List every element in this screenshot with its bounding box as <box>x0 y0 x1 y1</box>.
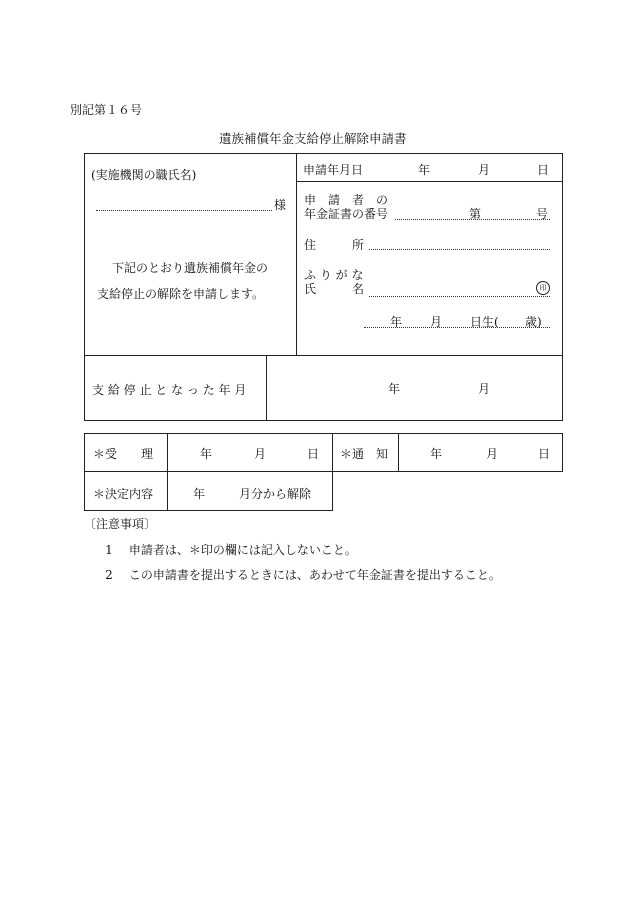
receipt-month: 月 <box>254 447 267 461</box>
note-number: 1 <box>105 543 113 557</box>
seal-mark: 印 <box>536 281 550 295</box>
decision-year: 年 <box>193 487 206 501</box>
note-text: 申請者は、＊印の欄には記入しないこと。 <box>128 543 357 557</box>
certificate-go: 号 <box>536 207 549 221</box>
name-field[interactable] <box>369 296 550 297</box>
suspension-month[interactable]: 月 <box>478 382 491 396</box>
addressee-field[interactable] <box>96 210 272 211</box>
addressee-label: (実施機関の職氏名) <box>91 168 197 182</box>
decision-text: 月分から解除 <box>239 487 312 501</box>
request-text-line2: 支給停止の解除を申請します。 <box>97 287 265 301</box>
name-label: 氏 名 <box>304 282 365 296</box>
decision-label: ＊決定内容 <box>93 487 154 501</box>
form-title: 遺族補償年金支給停止解除申請書 <box>219 131 407 146</box>
honorific-sama: 様 <box>274 198 287 212</box>
notice-month: 月 <box>486 447 499 461</box>
application-date-label: 申請年月日 <box>303 163 364 177</box>
suspension-year[interactable]: 年 <box>388 382 401 396</box>
address-label: 住 所 <box>304 238 365 252</box>
suspension-label: 支 給 停 止 と な っ た 年 月 <box>92 383 247 397</box>
furigana-label: ふ り が な <box>304 268 364 282</box>
receipt-year: 年 <box>200 447 213 461</box>
request-text-line1: 下記のとおり遺族補償年金の <box>112 261 269 275</box>
application-date-year[interactable]: 年 <box>418 163 431 177</box>
notes-heading: 〔注意事項〕 <box>84 517 157 531</box>
note-text: この申請書を提出するときには、あわせて年金証書を提出すること。 <box>128 568 501 582</box>
application-date-day[interactable]: 日 <box>537 163 550 177</box>
notice-label: ＊通 知 <box>340 447 389 461</box>
receipt-label: ＊受 理 <box>93 447 154 461</box>
note-item <box>101 566 501 583</box>
age: 歳) <box>525 315 542 329</box>
certificate-label-line2: 年金証書の番号 <box>304 207 389 221</box>
notice-day: 日 <box>538 447 551 461</box>
receipt-day: 日 <box>307 447 320 461</box>
note-number: 2 <box>105 568 113 582</box>
certificate-label-line1: 申 請 者 の <box>304 193 389 207</box>
notice-year: 年 <box>430 447 443 461</box>
birth-day: 日生( <box>470 315 499 329</box>
address-field[interactable] <box>369 249 550 250</box>
note-item <box>101 541 357 558</box>
application-date-month[interactable]: 月 <box>478 163 491 177</box>
form-number: 別記第１６号 <box>70 103 143 117</box>
birth-month: 月 <box>430 315 443 329</box>
certificate-dai: 第 <box>469 207 482 221</box>
birth-year: 年 <box>390 315 403 329</box>
